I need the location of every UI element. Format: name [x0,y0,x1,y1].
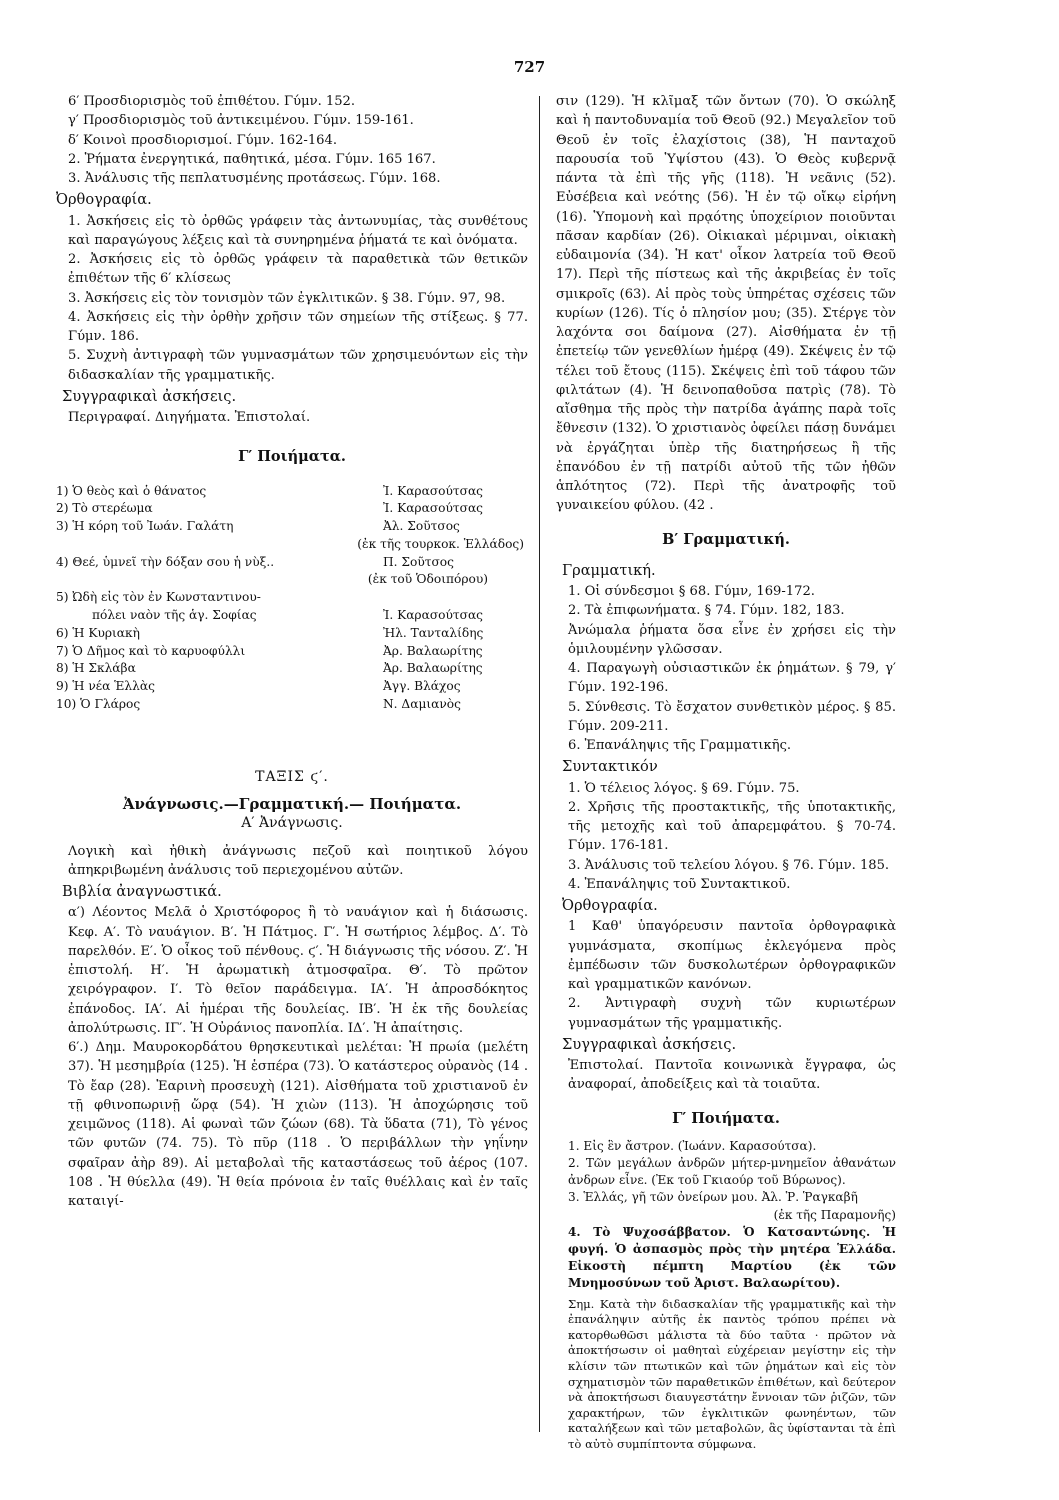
list-item: 3. Ἀσκήσεις εἰς τὸν τονισμὸν τῶν ἐγκλιτικῶν. § 38. Γύμν. 97, 98. [68,290,506,306]
list-item: 1 Καθ' ὑπαγόρευσιν παντοῖα ὀρθογραφικὰ γυμνάσματα, σκοπίμως ἐκλεγόμενα πρὸς ἐμπέδωσιν τῶν δυσκολωτέρων ὀρθογραφικῶν καὶ γραμματικῶν κανόνων. [568,919,896,992]
poem-author: Ἰ. Καρασούτσας [383,608,484,623]
list-item: 6. Ἐπανάληψις τῆς Γραμματικῆς. [568,738,792,753]
poem-entry: 3. Ἑλλάς, γῆ τῶν ὀνείρων μου. Ἀλ. Ῥ. Ῥαγκαβῆ [568,1190,858,1205]
poem-entry: 4. Τὸ Ψυχοσάββατον. Ὁ Κατσαντώνης. Ἡ φυγή. Ὁ ἀσπασμὸς πρὸς τὴν μητέρα Ἑλλάδα. Εἰκοστὴ πέμπτη Μαρτίου (ἐκ τῶν Μνημοσύνων τοῦ Ἀριστ. Βαλαωρίτου). [568,1224,896,1291]
column-divider [539,96,540,1432]
list-item: 2. Τὰ ἐπιφωνήματα. § 74. Γύμν. 182, 183. [568,603,845,619]
poems-heading: Γ′ Ποιήματα. [238,448,346,466]
list-item: Ἀνώμαλα ῥήματα ὅσα εἶνε ἐν χρήσει εἰς τὴν ὁμιλουμένην γλῶσσαν. [568,622,896,657]
poem-author: Ἀρ. Βαλαωρίτης [383,661,483,676]
grammar-section-heading: Β′ Γραμματική. [662,530,790,548]
grammar-heading: Γραμματική. [562,561,656,579]
poem-author: Ἀλ. Σοῦτσος [383,519,460,534]
list-item: 3. Ἀνάλυσις τοῦ τελείου λόγου. § 76. Γύμν. 185. [568,857,890,873]
list-item: 1. Ὁ τέλειος λόγος. § 69. Γύμν. 75. [568,780,800,796]
list-item: 3. Ἀνάλυσις τῆς πεπλατυσμένης προτάσεως. Γύμν. 168. [68,171,441,186]
poem-title: 7) Ὁ Δῆμος καὶ τὸ καρυοφύλλι [56,643,246,658]
list-item: 5. Σύνθεσις. Τὸ ἔσχατον συνθετικὸν μέρος. § 85. Γύμν. 209-211. [568,699,896,734]
list-item: 6′ Προσδιορισμὸς τοῦ ἐπιθέτου. Γύμν. 152. [68,94,356,109]
composition-text: Ἐπιστολαί. Παντοῖα κοινωνικὰ ἔγγραφα, ὡς ἀναφοραί, ἀποδείξεις καὶ τὰ τοιαῦτα. [568,1058,896,1093]
page-number: 727 [513,58,546,76]
books-paragraph-a: α′) Λέοντος Μελᾶ ὁ Χριστόφορος ἢ τὸ ναυάγιον καὶ ἡ διάσωσις. Κεφ. Α′. Τὸ ναυάγιον. Β′. Ἡ Πάτμος. Γ′. Ἡ σωτήριος λέμβος. Δ′. Τὸ παρελθόν. Ε′. Ὁ οἶκος τοῦ πένθους. ϛ′. Ἡ διάγνωσις τῆς νόσου. Ζ′. Ἡ ἐπιστολή. Η′. Ἡ ἀρωματικὴ ἀτμοσφαῖρα. Θ′. Τὸ πρῶτον χειρόγραφον. Ι′. Τὸ θεῖον παράδειγμα. ΙΑ′. Ἡ ἀπροσδόκητος ἐπάνοδος. ΙΑ′. Αἱ ἡμέραι τῆς δουλείας. ΙΒ′. Ἡ ἐκ τῆς δουλείας ἀπολύτρωσις. ΙΓ′. Ἡ Οὐράνιος πανοπλία. ΙΔ′. Ἡ ἀπαίτησις. [68,905,528,1036]
poem-title: 3) Ἡ κόρη τοῦ Ἰωάν. Γαλάτη [56,519,234,534]
poem-author: Ἀρ. Βαλαωρίτης [383,643,483,658]
list-item: 5. Συχνὴ ἀντιγραφὴ τῶν γυμνασμάτων τῶν χρησιμευόντων εἰς τὴν διδασκαλίαν τῆς γραμματικῆς. [68,348,528,383]
poem-row [56,518,528,536]
poem-title: 10) Ὁ Γλάρος [56,697,141,712]
poem-author: Π. Σοῦτσος [383,554,454,569]
grammar-list [556,582,896,755]
orthography-heading: Ὀρθογραφία. [56,191,152,209]
poem-title: 5) Ὠδὴ εἰς τὸν ἐν Κωνσταντινου- [56,590,261,605]
orthography-heading: Ὀρθογραφία. [562,897,658,914]
list-item: 4. Ἐπανάληψις τοῦ Συντακτικοῦ. [568,876,791,892]
poem-row [56,625,528,643]
poem-row [56,643,528,661]
reading-text: Λογικὴ καὶ ἠθικὴ ἀνάγνωσις πεζοῦ καὶ ποιητικοῦ λόγου ἀπηκριβωμένη ἀνάλυσις τοῦ περιεχομένου αὐτῶν. [68,843,528,878]
poem-list [56,483,528,714]
footnote: Σημ. Κατὰ τὴν διδασκαλίαν τῆς γραμματικῆς καὶ τὴν ἐπανάληψιν αὐτῆς ἐκ παντὸς τρόπου πρέπει νὰ κατορθωθῶσι μάλιστα τὰ δύο ταῦτα · πρῶτον νὰ ἀποκτήσωσιν οἱ μαθηταὶ εὐχέρειαν μεγίστην εἰς τὴν κλίσιν τῶν πτωτικῶν καὶ τῶν ῥημάτων καὶ εἰς τὸν σχηματισμὸν τῶν παραθετικῶν ἐπιθέτων, καὶ δεύτερον νὰ ἀποκτήσωσι διαυγεστάτην ἔννοιαν τῶν ῥιζῶν, τῶν χαρακτήρων, τῶν ἐγκλιτικῶν φωνηέντων, τῶν καταλήξεων καὶ τῶν μεταβολῶν, ἃς ὑφίστανται τὰ ἐπὶ τὸ αὐτὸ συμπίπτοντα σύμφωνα. [568,1296,896,1451]
reading-heading: Α′ Ἀνάγνωσις. [241,815,343,832]
poem-source-note: (ἐκ τῆς Παραμονῆς) [773,1207,896,1222]
poem-row [56,607,528,625]
poem-author: Ἀγγ. Βλάχος [383,679,461,694]
list-item: 2. Ἀντιγραφὴ συχνὴ τῶν κυριωτέρων γυμνασμάτων τῆς γραμματικῆς. [568,996,896,1031]
poem-title: 8) Ἡ Σκλάβα [56,661,136,676]
books-continuation: σιν (129). Ἡ κλῖμαξ τῶν ὄντων (70). Ὁ σκώληξ καὶ ἡ παντοδυναμία τοῦ Θεοῦ (92.) Μεγαλεῖον τοῦ Θεοῦ ἐν τοῖς ἐλαχίστοις (38), Ἡ πανταχοῦ παρουσία τοῦ Ὑψίστου (43). Ὁ Θεὸς κυβερνᾷ πάντα τὰ ἐπὶ τῆς γῆς (118). Ἡ νεᾶνις (52). Εὐσέβεια καὶ νεότης (56). Ἡ ἐν τῷ οἴκῳ εἰρήνη (16). Ὑπομονὴ καὶ πρᾳότης ὑποχείριον ποιοῦνται πᾶσαν καρδίαν (26). Οἰκιακαὶ μέριμναι, οἰκιακὴ εὐδαιμονία (34). Ἡ κατ' οἶκον λατρεία τοῦ Θεοῦ 17). Περὶ τῆς πίστεως καὶ τῆς ἀκριβείας ἐν τοῖς σμικροῖς (63). Αἱ πρὸς τοὺς ὑπηρέτας σχέσεις τῶν κυρίων (126). Τίς ὁ πλησίον μου; (35). Στέργε τὸν λαχόντα σοι δαίμονα (27). Αἰσθήματα ἐν τῇ ἐπετείῳ τῶν γενεθλίων ἡμέρᾳ (49). Σκέψεις ἐν τῷ τέλει τοῦ ἔτους (115). Σκέψεις ἐπὶ τοῦ τάφου τῶν φιλτάτων (4). Ἡ δεινοπαθοῦσα πατρὶς (78). Τὸ αἴσθημα τῆς πρὸς τὴν πατρίδα ἀγάπης παρὰ τοῖς ἔθνεσιν (132). Ὁ χριστιανὸς ὀφείλει πάσῃ δυνάμει νὰ ἐργάζηται ὑπὲρ τῆς διατηρήσεως ἢ τῆς ἐπανόδου ἐν τῇ πατρίδι αὐτοῦ τῆς τῶν ἠθῶν ἁπλότητος (72). Περὶ τῆς ἀνατροφῆς τοῦ γυναικείου φύλου. (42 . [556,94,896,514]
list-item: 1. Οἱ σύνδεσμοι § 68. Γύμν, 169-172. [568,584,815,599]
poem-title: πόλει ναὸν τῆς ἁγ. Σοφίας [92,608,257,623]
poem-title: 1) Ὁ θεὸς καὶ ὁ θάνατος [56,483,207,498]
poem-row [56,500,528,518]
poem-row [56,696,528,714]
list-item: 1. Ἀσκήσεις εἰς τὸ ὀρθῶς γράφειν τὰς ἀντωνυμίας, τὰς συνθέτους καὶ παραγώγους λέξεις καὶ τὰ συνηρημένα ῥήματά τε καὶ ὀνόματα. [68,213,528,248]
class-title: ΤΑΞΙΣ ϛ′. [255,768,329,785]
poem-title: 4) Θεέ, ὑμνεῖ τὴν δόξαν σου ἡ νὺξ.. [56,554,275,569]
poem-row [56,589,528,607]
poem-title: 6) Ἡ Κυριακὴ [56,625,140,640]
poem-author: Ν. Δαμιανὸς [383,697,461,712]
poem-source-note: (ἐκ τῆς τουρκοκ. Ἑλλάδος) [357,536,524,551]
poem-source-note: (ἐκ τοῦ Ὁδοιπόρου) [367,572,488,587]
poem-row [56,660,528,678]
poem-entry: 2. Τῶν μεγάλων ἀνδρῶν μήτερ-μνημεῖον ἀθανάτων ἀνδρων εἶνε. (Ἐκ τοῦ Γκιαούρ τοῦ Βύρωνος). [568,1155,896,1188]
poems-heading: Γ′ Ποιήματα. [672,1109,780,1127]
composition-heading: Συγγραφικαὶ ἀσκήσεις. [562,1035,737,1053]
list-item: 4. Ἀσκήσεις εἰς τὴν ὀρθὴν χρῆσιν τῶν σημείων τῆς στίξεως. § 77. Γύμν. 186. [68,309,528,344]
composition-text: Περιγραφαί. Διηγήματα. Ἐπιστολαί. [68,410,311,425]
left-column [56,92,528,1211]
poem-title: 2) Τὸ στερέωμα [56,501,153,516]
list-item: 2. Ἀσκήσεις εἰς τὸ ὀρθῶς γράφειν τὰ παραθετικὰ τῶν θετικῶν ἐπιθέτων τῆς 6′ κλίσεως [68,252,528,287]
syntax-heading: Συντακτικόν [562,758,658,776]
poem-row [56,678,528,696]
right-column [556,92,896,1453]
poem-author: Ἠλ. Τανταλίδης [383,625,484,640]
composition-heading: Συγγραφικαὶ ἀσκήσεις. [62,387,237,405]
poem-title: 9) Ἡ νέα Ἑλλὰς [56,679,155,694]
list-item: 4. Παραγωγὴ οὐσιαστικῶν ἐκ ῥημάτων. § 79, γ′ Γύμν. 192-196. [568,661,896,696]
poem-author [383,589,528,607]
list-item: 2. Ῥήματα ἐνεργητικά, παθητικά, μέσα. Γύμν. 165 167. [68,151,436,167]
books-heading: Βιβλία ἀναγνωστικά. [62,883,222,901]
poem-row [56,554,528,572]
poem-author: Ἰ. Καρασούτσας [383,501,484,516]
list-item: 2. Χρῆσις τῆς προστακτικῆς, τῆς ὑποτακτικῆς, τῆς μετοχῆς καὶ τοῦ ἀπαρεμφάτου. § 70-74. Γύμν. 176-181. [568,799,896,854]
list-item: δ′ Κοινοὶ προσδιορισμοί. Γύμν. 162-164. [68,132,338,148]
class-subtitle: Ἀνάγνωσις.—Γραμματική.— Ποιήματα. [122,795,462,814]
books-paragraph-b: 6′.) Δημ. Μαυροκορδάτου θρησκευτικαὶ μελέται: Ἡ πρωία (μελέτη 37). Ἡ μεσημβρία (125). Ἡ ἑσπέρα (73). Ὁ κατάστερος οὐρανὸς (14 . Τὸ ἔαρ (28). Ἐαρινὴ προσευχὴ (121). Αἰσθήματα τοῦ χριστιανοῦ ἐν τῇ φθινοπωρινῇ ὥρᾳ (54). Ἡ χιὼν (113). Ἡ ἀποχώρησις τοῦ χειμῶνος (118). Αἱ φωναὶ τῶν ζώων (68). Τὰ ὕδατα (71), Τὸ γένος τῶν φυτῶν (74. 75). Τὸ πῦρ (118 . Ὁ περιβάλλων τὴν γηΐνην σφαῖραν ἀὴρ 89). Αἱ μεταβολαὶ τῆς καταστάσεως τοῦ ἀέρος (107. 108 . Ἡ θύελλα (49). Ἡ θεία πρόνοια ἐν ταῖς θυέλλαις καὶ ἐν ταῖς καταιγί- [68,1040,528,1210]
list-item: γ′ Προσδιορισμὸς τοῦ ἀντικειμένου. Γύμν. 159-161. [68,113,414,129]
poem-entry: 1. Εἰς ἓν ἄστρον. (Ἰωάνν. Καρασούτσα). [568,1138,817,1153]
poem-row [56,483,528,501]
poem-author: Ἰ. Καρασούτσας [383,483,484,498]
